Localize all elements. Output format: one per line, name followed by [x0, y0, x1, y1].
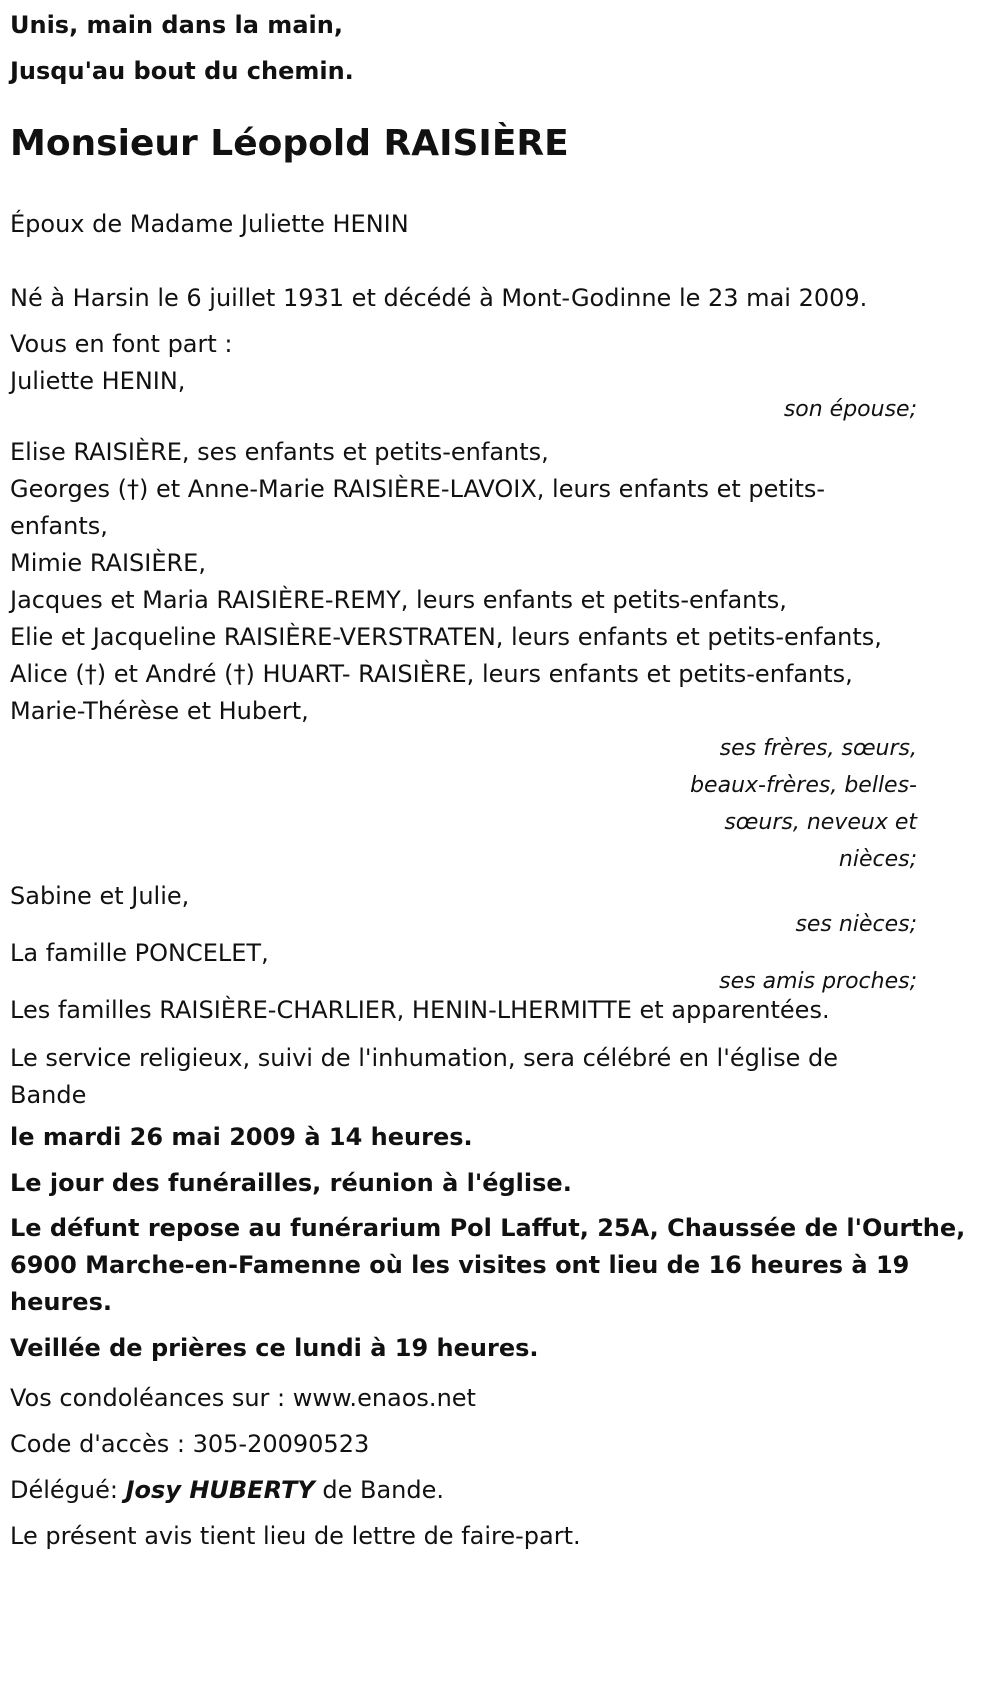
service-meeting: Le jour des funérailles, réunion à l'église. — [10, 1169, 572, 1197]
service-date: le mardi 26 mai 2009 à 14 heures. — [10, 1123, 473, 1151]
repose-line: heures. — [10, 1288, 112, 1316]
birth-death-line: Né à Harsin le 6 juillet 1931 et décédé à Mont-Godinne le 23 mai 2009. — [10, 284, 868, 312]
epigraph — [10, 2, 354, 94]
siblings-role — [10, 730, 975, 878]
siblings-list — [10, 434, 975, 730]
sibling-line: Elise RAISIÈRE, ses enfants et petits-enfants, — [10, 438, 549, 466]
delegate-suffix: de Bande. — [314, 1476, 445, 1504]
sibling-line: Mimie RAISIÈRE, — [10, 549, 206, 577]
intro-line: Vous en font part : — [10, 330, 233, 358]
footer-section — [10, 1375, 975, 1559]
service-section — [10, 1040, 975, 1371]
epigraph-line-1: Unis, main dans la main, — [10, 11, 343, 39]
vigil-line: Veillée de prières ce lundi à 19 heures. — [10, 1334, 539, 1362]
friends-role: ses amis proches; — [719, 969, 917, 994]
others-line: Les familles RAISIÈRE-CHARLIER, HENIN-LHERMITTE et apparentées. — [10, 996, 830, 1024]
service-line-2: Bande — [10, 1081, 87, 1109]
delegate-line — [10, 1467, 975, 1513]
repose-line: Le défunt repose au funérarium Pol Laffut, 25A, Chaussée de l'Ourthe, — [10, 1214, 966, 1242]
nieces-name: Sabine et Julie, — [10, 882, 190, 910]
sibling-line: Marie-Thérèse et Hubert, — [10, 697, 309, 725]
repose-block — [10, 1210, 975, 1321]
wife-name: Juliette HENIN, — [10, 367, 186, 395]
delegate-name: Josy HUBERTY — [125, 1476, 315, 1504]
sibling-line: Elie et Jacqueline RAISIÈRE-VERSTRATEN, leurs enfants et petits-enfants, — [10, 623, 882, 651]
friends-name: La famille PONCELET, — [10, 939, 269, 967]
notice-line: Le présent avis tient lieu de lettre de faire-part. — [10, 1522, 581, 1550]
siblings-role-line: sœurs, neveux et — [724, 810, 917, 835]
sibling-line: Georges (†) et Anne-Marie RAISIÈRE-LAVOIX, leurs enfants et petits- — [10, 475, 826, 503]
spouse-line: Époux de Madame Juliette HENIN — [10, 210, 409, 238]
nieces-role: ses nièces; — [795, 912, 917, 937]
access-code-line: Code d'accès : 305-20090523 — [10, 1430, 370, 1458]
siblings-role-line: ses frères, sœurs, — [719, 736, 917, 761]
family-section — [10, 326, 975, 1029]
page-title: Monsieur Léopold RAISIÈRE — [10, 123, 569, 164]
repose-line: 6900 Marche-en-Famenne où les visites ont lieu de 16 heures à 19 — [10, 1251, 910, 1279]
condolences-line: Vos condoléances sur : www.enaos.net — [10, 1384, 476, 1412]
delegate-label: Délégué: — [10, 1476, 126, 1504]
sibling-line: Alice (†) et André (†) HUART- RAISIÈRE, leurs enfants et petits-enfants, — [10, 660, 853, 688]
service-line-1: Le service religieux, suivi de l'inhumation, sera célébré en l'église de — [10, 1044, 839, 1072]
sibling-line: Jacques et Maria RAISIÈRE-REMY, leurs enfants et petits-enfants, — [10, 586, 787, 614]
sibling-line: enfants, — [10, 512, 108, 540]
siblings-role-line: beaux-frères, belles- — [690, 773, 917, 798]
epigraph-line-2: Jusqu'au bout du chemin. — [10, 57, 354, 85]
wife-role: son épouse; — [783, 397, 917, 422]
siblings-role-line: nièces; — [838, 847, 917, 872]
